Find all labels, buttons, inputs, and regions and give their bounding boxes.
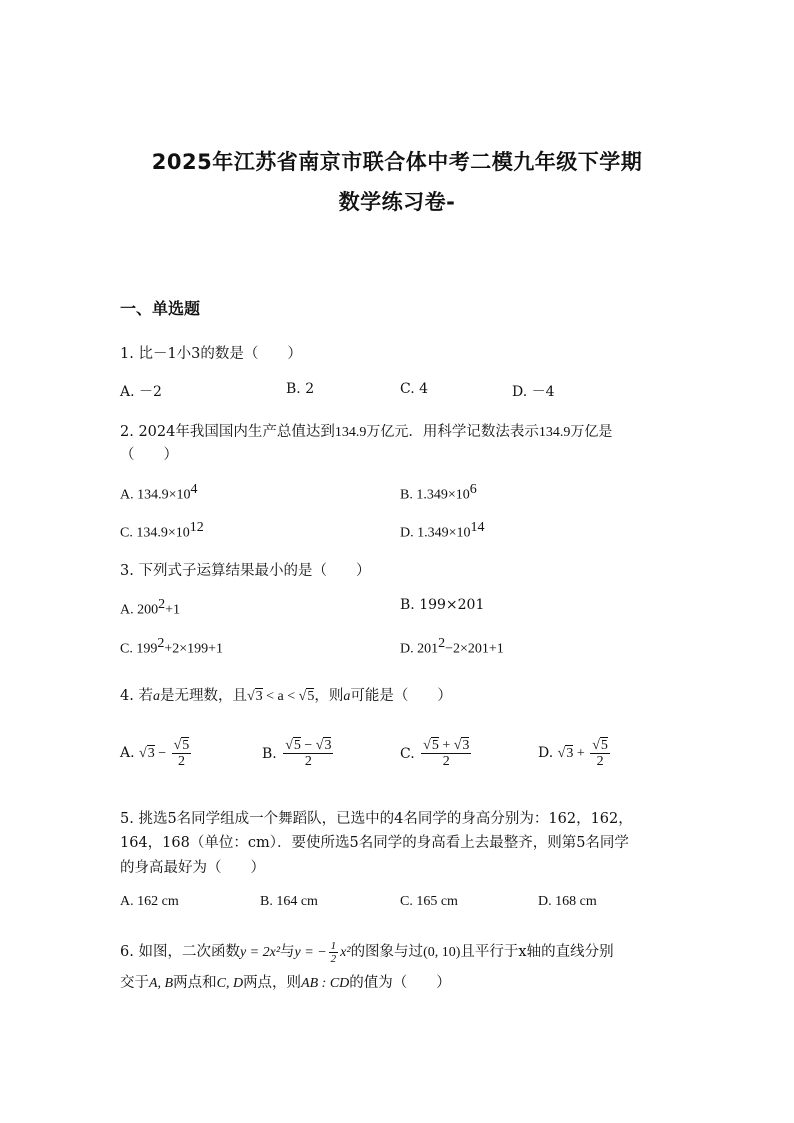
q6-cd: C, D xyxy=(216,976,244,991)
q6-ab: A, B xyxy=(149,976,174,991)
q1-option-b: B. 2 xyxy=(286,381,315,397)
q5-option-d: D. 168 cm xyxy=(538,894,597,909)
q2-option-d xyxy=(400,520,485,542)
question-5-line1: 5. 挑选5名同学组成一个舞蹈队，已选中的4名同学的身高分别为：162，162， xyxy=(120,811,633,827)
q6-mid2: 的图象与过 xyxy=(350,944,424,960)
q6-l2-mid: 两点和 xyxy=(173,975,217,991)
q4-c-frac: $\frac{√5 + √3}{2}$ xyxy=(423,738,470,770)
q2-c-base: C. 134.9×10 xyxy=(120,525,190,541)
q6-l2-mid2: 两点，则 xyxy=(243,975,302,991)
q4-stem-pre: 4. 若 xyxy=(120,688,153,704)
q5-option-c: C. 165 cm xyxy=(400,894,458,909)
q4-inequality: √3 < a < √5 xyxy=(246,689,315,704)
q4-a-den: 2 xyxy=(177,754,185,770)
q4-b-label: B. xyxy=(262,745,277,762)
q2-d-base: D. 1.349×10 xyxy=(400,525,471,541)
q4-b-r3: 3 xyxy=(324,738,332,753)
q6-func-1: y = 2x² xyxy=(239,945,281,960)
q1-option-d: D. －4 xyxy=(512,384,555,400)
q6-pre: 6. 如图，二次函数 xyxy=(120,944,240,960)
q3-d-base: D. 201 xyxy=(400,641,439,657)
q4-b-frac: $\frac{√5 - √3}{2}$ xyxy=(285,738,332,770)
question-4-stem xyxy=(120,684,452,705)
q4-d-expr: √3 + $\frac{√5}{2}$ xyxy=(557,738,608,770)
q4-c-op: + xyxy=(442,738,451,753)
question-6-line2 xyxy=(120,971,451,992)
question-2-stem xyxy=(120,420,612,441)
q4-b-r5: 5 xyxy=(293,738,301,753)
q2-b-exp: 6 xyxy=(469,482,477,497)
q4-a-op: − xyxy=(158,746,167,762)
question-1-stem: 1. 比－1小3的数是（ ） xyxy=(120,346,302,362)
q6-l2-end: 的值为（ ） xyxy=(349,975,451,991)
q2-c-exp: 12 xyxy=(189,520,204,535)
q3-option-a xyxy=(120,597,180,619)
q4-option-a xyxy=(120,738,193,770)
q4-a-expr: √3 − $\frac{√5}{2}$ xyxy=(139,738,190,770)
q2-b-base: B. 1.349×10 xyxy=(400,487,470,503)
q5-option-b: B. 164 cm xyxy=(260,894,318,909)
q4-c-r5: 5 xyxy=(431,738,439,753)
q2-option-b xyxy=(400,482,477,504)
question-5-line3: 的身高最好为（ ） xyxy=(120,860,265,876)
q4-a-r3: 3 xyxy=(147,746,155,762)
q4-a-label: A. xyxy=(120,745,135,762)
q2-stem-pre: 2. 2024年我国国内生产总值达到 xyxy=(120,424,335,440)
q4-ineq-r5: 5 xyxy=(307,689,315,704)
q6-f2-pre: y = − xyxy=(294,945,327,960)
q3-d-exp: 2 xyxy=(438,636,446,651)
q2-value-1: 134.9万亿元 xyxy=(334,425,409,440)
q1-option-a: A. －2 xyxy=(120,384,162,400)
q3-c-base: C. 199 xyxy=(120,641,158,657)
q5-option-a: A. 162 cm xyxy=(120,894,179,909)
q3-a-base: A. 200 xyxy=(120,602,159,618)
q3-option-d xyxy=(400,636,504,658)
q6-f2-den: 2 xyxy=(330,953,337,966)
q6-l2-pre: 交于 xyxy=(120,975,149,991)
q4-d-frac: $\frac{√5}{2}$ xyxy=(592,738,608,770)
q4-a-frac: $\frac{√5}{2}$ xyxy=(173,738,190,770)
q4-d-r5: 5 xyxy=(600,738,608,753)
q4-d-op: + xyxy=(576,746,585,762)
q6-f2-post: x² xyxy=(340,945,351,960)
section-heading: 一、单选题 xyxy=(120,299,201,318)
q3-option-b: B. 199×201 xyxy=(400,597,485,613)
q6-point: (0, 10) xyxy=(423,945,461,960)
q2-option-c xyxy=(120,520,204,542)
q6-func-2 xyxy=(294,940,351,966)
question-2-stem-end: （ ） xyxy=(120,447,178,463)
question-3-stem: 3. 下列式子运算结果最小的是（ ） xyxy=(120,563,371,579)
page-title-line2: 数学练习卷- xyxy=(338,190,456,214)
q3-c-exp: 2 xyxy=(157,636,165,651)
q3-c-post: +2×199+1 xyxy=(164,641,224,657)
q2-d-exp: 14 xyxy=(470,520,485,535)
q4-c-r3: 3 xyxy=(462,738,470,753)
q4-var-a-2: a xyxy=(343,689,351,704)
q4-a-r5: 5 xyxy=(182,738,190,753)
q6-ratio: AB : CD xyxy=(301,976,350,991)
q4-d-label: D. xyxy=(538,745,554,762)
q6-mid: 与 xyxy=(280,944,295,960)
q4-c-label: C. xyxy=(400,745,415,762)
q4-ineq-r3: 3 xyxy=(255,689,263,704)
q4-stem-end2: 可能是（ ） xyxy=(350,688,452,704)
q4-stem-mid: 是无理数，且 xyxy=(159,688,247,704)
q3-option-c xyxy=(120,636,223,658)
q6-end: 且平行于x轴的直线分别 xyxy=(460,944,614,960)
q3-a-exp: 2 xyxy=(158,597,166,612)
q1-option-c: C. 4 xyxy=(400,381,429,397)
q3-a-post: +1 xyxy=(165,602,181,618)
question-5-line2: 164，168（单位：cm）．要使所选5名同学的身高看上去最整齐，则第5名同学 xyxy=(120,835,629,851)
page-title-line1: 2025年江苏省南京市联合体中考二模九年级下学期 xyxy=(151,150,643,174)
q4-c-den: 2 xyxy=(442,754,450,770)
q2-a-base: A. 134.9×10 xyxy=(120,487,191,503)
q4-var-a: a xyxy=(152,689,160,704)
q3-d-post: −2×201+1 xyxy=(445,641,504,657)
q2-value-2: 134.9万亿是 xyxy=(538,425,613,440)
q4-ineq-mid: < a < xyxy=(262,689,299,704)
q4-b-den: 2 xyxy=(304,754,312,770)
q4-option-b xyxy=(262,738,335,770)
q4-option-c xyxy=(400,738,473,770)
q4-d-r3: 3 xyxy=(566,746,574,762)
q4-b-op: − xyxy=(304,738,313,753)
q4-stem-end: ，则 xyxy=(314,688,344,704)
question-6-line1 xyxy=(120,940,614,965)
q2-stem-mid: ．用科学记数法表示 xyxy=(408,424,539,440)
q4-option-d xyxy=(538,738,612,770)
q2-option-a xyxy=(120,482,198,504)
q6-f2-num: 1 xyxy=(330,940,337,953)
q4-d-den: 2 xyxy=(596,754,604,770)
q2-a-exp: 4 xyxy=(190,482,198,497)
